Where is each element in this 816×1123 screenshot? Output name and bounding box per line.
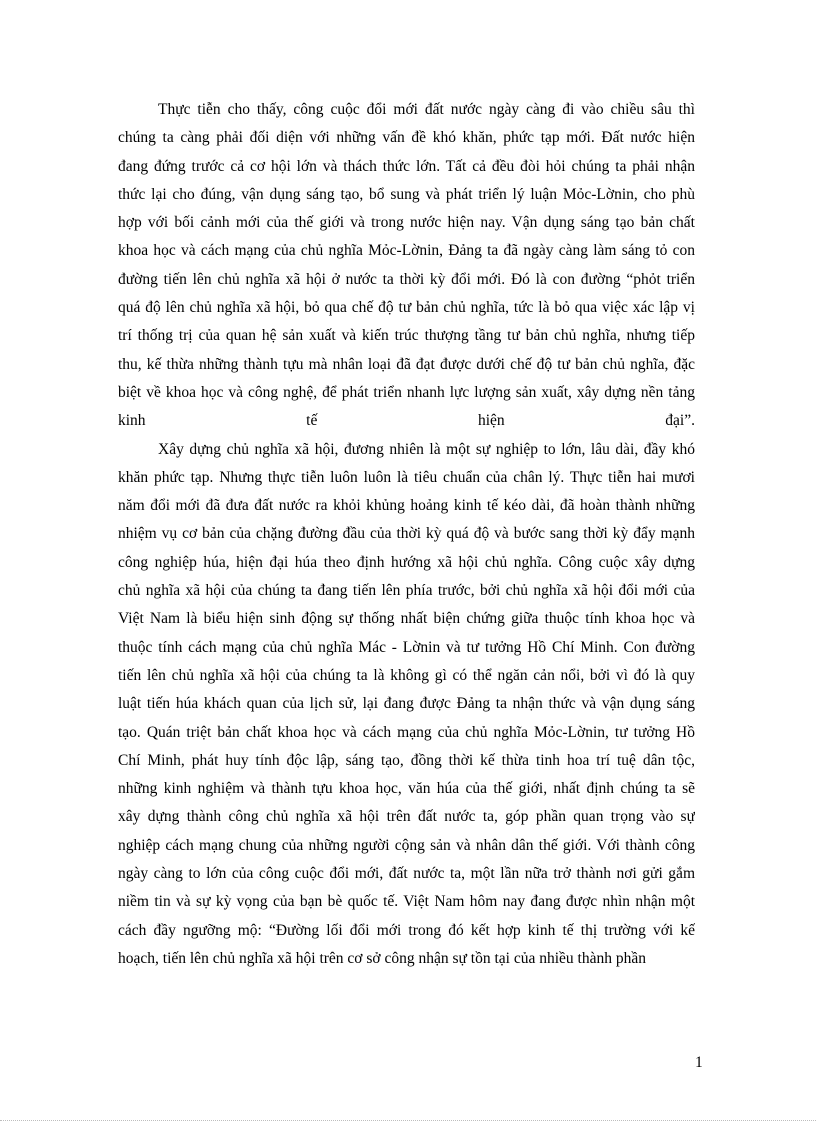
paragraph [118, 96, 695, 436]
text-line: những kinh nghiệm và thành tựu khoa học, văn húa của thế giới, nhất định chúng ta sẽ [118, 780, 695, 798]
text-line: Thực tiễn cho thấy, công cuộc đổi mới đất nước ngày càng đi vào chiều sâu thì [158, 101, 695, 118]
text-line: khăn phức tạp. Nhưng thực tiễn luôn luôn là tiêu chuẩn của chân lý. Thực tiễn hai mươi [118, 468, 695, 486]
text-line: quá độ lên chủ nghĩa xã hội, bỏ qua chế độ tư bản chủ nghĩa, tức là bỏ qua việc xác lập vị [118, 299, 695, 317]
text-line: ngày càng to lớn của công cuộc đổi mới, đất nước ta, một lần nữa trở thành nơi gửi gắm [118, 865, 695, 883]
text-line: đang đứng trước cả cơ hội lớn và thách thức lớn. Tất cả đều đòi hỏi chúng ta phải nhận [118, 157, 695, 175]
text-line: biệt về khoa học và công nghệ, để phát triển nhanh lực lượng sản xuất, xây dựng nền tảng [118, 383, 695, 401]
text-line: hoạch, tiến lên chủ nghĩa xã hội trên cơ sở công nhận sự tồn tại của nhiều thành phần [118, 949, 646, 967]
text-line: Xây dựng chủ nghĩa xã hội, đương nhiên là một sự nghiệp to lớn, lâu dài, đầy khó [158, 440, 695, 458]
text-line: nhiệm vụ cơ bản của chặng đường đầu của thời kỳ quá độ và bước sang thời kỳ đẩy mạnh [118, 525, 695, 543]
text-line: thu, kế thừa những thành tựu mà nhân loại đã đạt được dưới chế độ tư bản chủ nghĩa, đặc [118, 355, 695, 373]
text-line: Việt Nam là biểu hiện sinh động sự thống nhất biện chứng giữa thuộc tính khoa học và [118, 610, 695, 628]
text-line: luật tiến húa khách quan của lịch sử, lại đang được Đảng ta nhận thức và vận dụng sáng [118, 695, 695, 713]
text-line: Chí Minh, phát huy tính độc lập, sáng tạo, đồng thời kế thừa tinh hoa trí tuệ dân tộc, [118, 751, 695, 769]
text-line: tiến lên chủ nghĩa xã hội của chúng ta là không gì có thể ngăn cản nổi, bởi vì đó là quy [118, 666, 695, 684]
text-line: công nghiệp húa, hiện đại húa theo định hướng xã hội chủ nghĩa. Công cuộc xây dựng [118, 553, 695, 571]
body-text [118, 96, 695, 973]
text-line: kinh tế hiện đại”. [118, 412, 695, 430]
paragraph [118, 436, 695, 974]
page-bottom-rule [0, 1120, 816, 1121]
page-number: 1 [695, 1054, 703, 1071]
text-line: hợp với bối cảnh mới của thế giới và trong nước hiện nay. Vận dụng sáng tạo bản chất [118, 214, 695, 232]
text-line: đường tiến lên chủ nghĩa xã hội ở nước ta thời kỳ đổi mới. Đó là con đường “phỏt triển [118, 270, 695, 288]
text-line: khoa học và cách mạng của chủ nghĩa Mỏc-Lờnin, Đảng ta đã ngày càng làm sáng tỏ con [118, 242, 695, 260]
text-line: chúng ta càng phải đối diện với những vấn đề khó khăn, phức tạp mới. Đất nước hiện [118, 129, 695, 147]
text-line: xây dựng thành công chủ nghĩa xã hội trên đất nước ta, góp phần quan trọng vào sự [118, 808, 695, 826]
text-line: tạo. Quán triệt bản chất khoa học và cách mạng của chủ nghĩa Mỏc-Lờnin, tư tưởng Hồ [118, 723, 695, 741]
text-line: niềm tin và sự kỳ vọng của bạn bè quốc tế. Việt Nam hôm nay đang được nhìn nhận một [118, 893, 695, 911]
text-line: nghiệp cách mạng chung của những người cộng sản và nhân dân thế giới. Với thành công [118, 836, 695, 854]
text-line: năm đổi mới đã đưa đất nước ra khỏi khủng hoảng kinh tế kéo dài, đã hoàn thành những [118, 497, 695, 515]
text-line: trí thống trị của quan hệ sản xuất và kiến trúc thượng tầng tư bản chủ nghĩa, nhưng tiếp [118, 327, 695, 345]
text-line: chủ nghĩa xã hội của chúng ta đang tiến lên phía trước, bởi chủ nghĩa xã hội đổi mới của [118, 582, 695, 600]
text-line: thức lại cho đúng, vận dụng sáng tạo, bổ sung và phát triển lý luận Mỏc-Lờnin, cho phù [118, 185, 695, 203]
text-line: thuộc tính cách mạng của chủ nghĩa Mác - Lờnin và tư tưởng Hồ Chí Minh. Con đường [118, 638, 695, 656]
text-line: cách đầy ngưỡng mộ: “Đường lối đổi mới trong đó kết hợp kinh tế thị trường với kế [118, 921, 695, 939]
